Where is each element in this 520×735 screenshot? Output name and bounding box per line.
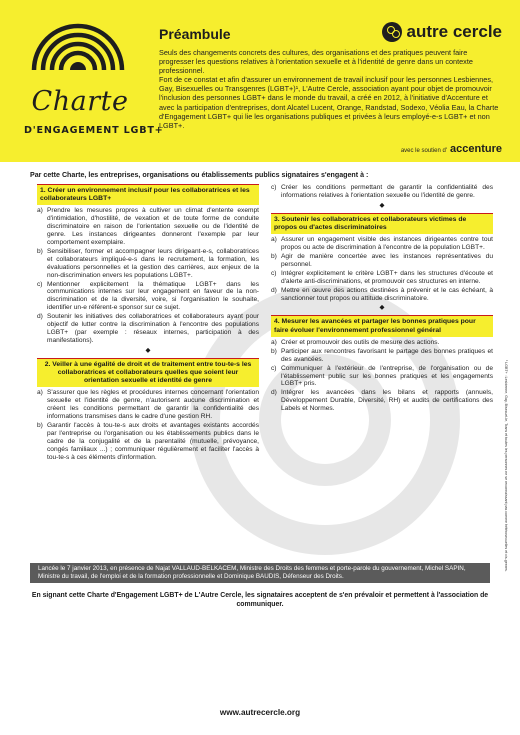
list-item: c) Créer les conditions permettant de garantir la confidentialité des informations relatives à l'orientation sexuelle ou l'identité de genre.	[271, 184, 493, 199]
footnote-text: ¹ LGBT+ : Lesbienne, Gay, Bisexuel-le, Trans et toutes les personnes ne se reconnaissant pas comme hétérosexuelles et cis-genres.	[504, 360, 508, 572]
preambule-title: Préambule	[159, 26, 231, 42]
list-item: d) Soutenir les initiatives des collaboratrices et collaborateurs ayant pour objectif de lutter contre la discrimination à l'encontre des populations LGBT+ (par exemple : réseaux internes, participation à des manifestations).	[37, 313, 259, 344]
closing-statement: En signant cette Charte d'Engagement LGBT+ de L'Autre Cercle, les signataires acceptent de s'en prévaloir et permettent à l'association de communiquer.	[31, 592, 489, 608]
accenture-logo: accenture	[450, 143, 502, 155]
diamond-separator-icon: ◆	[379, 201, 385, 209]
diamond-separator-icon: ◆	[145, 346, 151, 354]
footnote-vertical	[500, 360, 508, 720]
sponsor-label: avec le soutien d'	[400, 148, 448, 154]
list-item: a) S'assurer que les règles et procédures internes concernant l'orientation sexuelle et l'identité de genre, n'autorisent aucune discrimination et créent les conditions permettant de garantir la confidentialité des informations transmises dans le cadre d'une gestion RH.	[37, 389, 259, 421]
website-link[interactable]: www.autrecercle.org	[219, 708, 301, 717]
charte-logo-word: Charte	[31, 86, 129, 117]
list-item: d) Intégrer les avancées dans les bilans et rapports (annuels, Développement Durable, Diversité, RH) et audits de certifications des Labels et Normes.	[271, 389, 493, 413]
list-item: b) Participer aux rencontres favorisant le partage des bonnes pratiques et des avancées.	[271, 347, 493, 363]
section-1-title: 1. Créer un environnement inclusif pour les collaboratrices et les collaborateurs LGBT+	[37, 184, 259, 205]
list-item: a) Assurer un engagement visible des instances dirigeantes contre tout propos ou acte de discrimination à l'encontre de la population LGBT+.	[271, 236, 493, 252]
preambule-paragraph: Seuls des changements concrets des cultures, des organisations et des pratiques peuvent faire progresser les questions relatives à l'orientation sexuelle et à l'identité de genre dans un contexte professionnel.	[159, 48, 473, 76]
section-2-title: 2. Veiller à une égalité de droit et de traitement entre tou-te-s les collaboratrices et collaborateurs quelles que soient leur orientation sexuelle et identité de genre	[37, 358, 259, 388]
charter-intro: Par cette Charte, les entreprises, organisations ou établissements publics signataires s'engagent à :	[30, 171, 369, 179]
list-item: c) Mentionner explicitement la thématique LGBT+ dans les communications internes sur leur engagement en faveur de la non-discrimination et de la diversité, voire, si l'organisation le souhaite, identifier un-e référent-e sponsor sur ce sujet.	[37, 280, 259, 312]
list-item: a) Créer et promouvoir des outils de mesure des actions.	[271, 338, 440, 346]
diamond-separator-icon: ◆	[379, 304, 385, 312]
list-item: b) Garantir l'accès à tou-te-s aux droits et avantages existants accordés par l'entreprise ou l'organisation ou les établissements publics dans le cadre de la conjugalité et de la parentalité (mutuelle, prévoyance, congés familiaux ...) ; communiquer régulièrement et faciliter l'accès à tou-te-s à ces éléments d'information.	[37, 422, 259, 461]
header-banner	[0, 0, 520, 162]
preambule-paragraph: Fort de ce constat et afin d'assurer un environnement de travail inclusif pour les personnes Lesbiennes, Gay, Bisexuelles ou Transgenres (LGBT+)¹, L'Autre Cercle, association ayant pour objet de promouvoir l'inclusion des personnes LGBT+ dans le monde du travail, a créé en 2012, à l'initiative d'Accenture et avec la participation d'entreprises, dont Alcatel Lucent, Orange, Randstad, Sodexo, Véolia Eau, la Charte d'Engagement LGBT+ qui lie les organisations publiques et privées à leurs employé-e-s LGBT+ et non LGBT+.	[159, 75, 499, 130]
launch-banner: Lancée le 7 janvier 2013, en présence de Najat VALLAUD-BELKACEM, Ministre des Droits des femmes et porte-parole du gouvernement, Michel SAPIN, Ministre du travail, de l'emploi et de la formation professionnelle et Dominique BAUDIS, Défenseur des Droits.	[30, 563, 490, 583]
list-item: b) Sensibiliser, former et accompagner leurs dirigeant-e-s, collaboratrices et collaborateurs impliqué-e-s dans le recrutement, la formation, les évaluations personnelles et la gestion des carrières, aux enjeux de la non-discrimination envers les populations LGBT+.	[37, 247, 259, 279]
org-name: autre cercle	[406, 22, 502, 41]
list-item: c) Intégrer explicitement le critère LGBT+ dans les structures d'écoute et d'alerte anti-discriminations, et promouvoir ces structures en interne.	[271, 269, 493, 285]
charte-logo-subtitle: D'ENGAGEMENT LGBT+	[24, 125, 164, 136]
sponsor-line	[401, 143, 502, 155]
right-column	[271, 184, 493, 414]
list-item: d) Mettre en œuvre des actions destinées à prévenir et le cas échéant, à sanctionner tout propos ou attitude discriminatoire.	[271, 286, 493, 302]
list-item: c) Communiquer à l'extérieur de l'entreprise, de l'organisation ou de l'établissement public sur les bonnes pratiques et les engagements LGBT+ pris.	[271, 364, 493, 388]
preambule-text	[159, 48, 499, 130]
rainbow-arcs-icon	[28, 12, 128, 72]
autre-cercle-logo	[382, 22, 502, 42]
list-item: b) Agir de manière concertée avec les instances représentatives du personnel.	[271, 253, 493, 268]
section-4-title: 4. Mesurer les avancées et partager les bonnes pratiques pour faire évoluer l'environnement professionnel général	[271, 315, 493, 336]
section-3-title: 3. Soutenir les collaboratrices et collaborateurs victimes de propos ou d'actes discriminatoires	[271, 213, 493, 234]
gender-symbols-icon	[382, 22, 402, 42]
list-item: a) Prendre les mesures propres à cultiver un climat d'entente exempt d'intimidation, d'hostilité, de vexation et de toute forme de conduite discriminatoire en raison de l'orientation sexuelle ou de l'identité de genre. Les instances dirigeantes donneront l'exemple par leur comportement exemplaire.	[37, 207, 259, 247]
left-column	[37, 184, 259, 463]
